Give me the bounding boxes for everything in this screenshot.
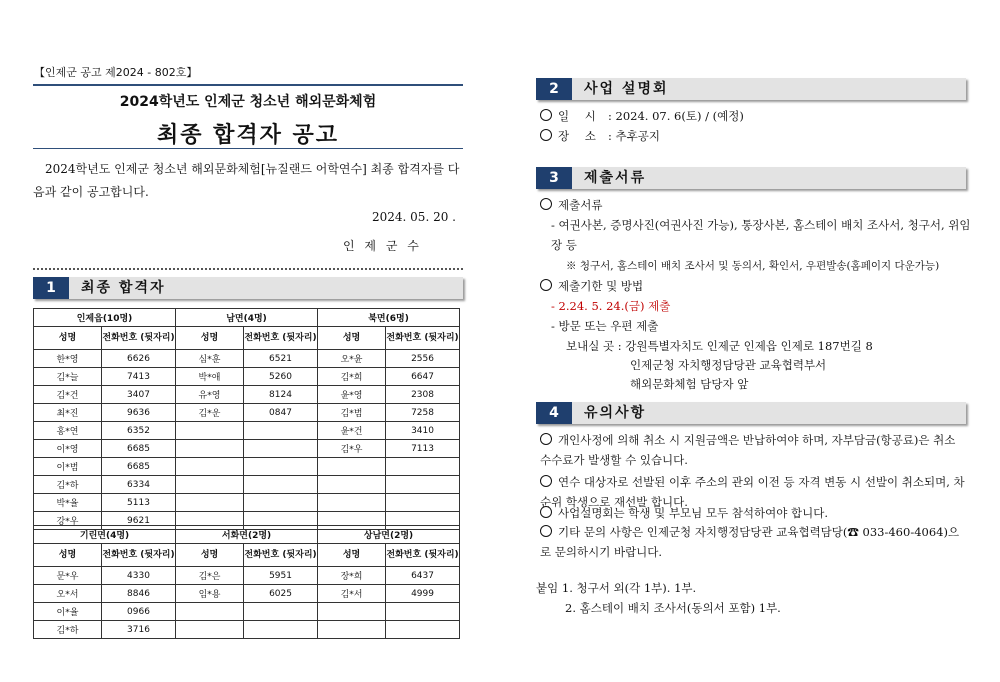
s3-address-3: 해외문화체험 담당자 앞 — [630, 377, 749, 391]
name-cell: 이*율 — [34, 603, 102, 621]
group-header: 기린면(4명) — [34, 526, 176, 544]
s4-item-text: 기타 문의 사항은 인제군청 자치행정담당관 교육협력담당(☎ 033-460-4064)으로 문의하시기 바랍니다. — [540, 525, 960, 559]
s4-item-text: 개인사정에 의해 취소 시 지원금액은 반납하여야 하며, 자부담금(항공료)은 취소 수수료가 발생할 수 있습니다. — [540, 433, 956, 467]
phone-cell: 7413 — [102, 368, 176, 386]
circle-bullet-icon — [540, 525, 552, 537]
name-cell: 김*서 — [318, 585, 386, 603]
name-cell: 김*하 — [34, 621, 102, 639]
circle-bullet-icon — [540, 433, 552, 445]
phone-cell: 6334 — [102, 476, 176, 494]
phone-cell: 6437 — [386, 567, 460, 585]
name-cell: 김*우 — [318, 440, 386, 458]
section-2-title: 사업 설명회 — [584, 81, 669, 97]
table-row — [34, 603, 460, 621]
col-name-header: 성명 — [34, 327, 102, 350]
name-cell — [318, 603, 386, 621]
phone-cell: 4330 — [102, 567, 176, 585]
section-1-header — [33, 277, 463, 299]
phone-cell: 3716 — [102, 621, 176, 639]
results-table-1 — [33, 308, 460, 530]
name-cell — [176, 422, 244, 440]
phone-cell — [386, 603, 460, 621]
name-cell — [318, 621, 386, 639]
name-cell: 김*하 — [34, 476, 102, 494]
name-cell: 최*진 — [34, 404, 102, 422]
name-cell — [176, 621, 244, 639]
s3-address-2: 인제군청 자치행정담당관 교육협력부서 — [630, 358, 827, 372]
table-1-body — [34, 350, 460, 530]
attachment-2: 2. 홈스테이 배치 조사서(동의서 포함) 1부. — [565, 601, 781, 615]
notice-date: 2024. 05. 20 . — [372, 210, 456, 224]
name-cell: 김*희 — [318, 368, 386, 386]
s2-date-value: : 2024. 07. 6(토) / (예정) — [608, 109, 744, 123]
section-3-header — [536, 167, 966, 189]
phone-cell — [386, 621, 460, 639]
table-row — [34, 476, 460, 494]
dotted-separator — [33, 268, 463, 270]
attachment-1: 붙임 1. 청구서 외(각 1부). 1부. — [536, 581, 697, 595]
phone-cell: 2308 — [386, 386, 460, 404]
section-4-number: 4 — [536, 402, 572, 424]
name-cell: 문*우 — [34, 567, 102, 585]
phone-cell — [244, 621, 318, 639]
name-cell — [176, 458, 244, 476]
phone-cell: 9636 — [102, 404, 176, 422]
s3-address-line-1 — [566, 336, 873, 356]
signer: 인 제 군 수 — [343, 239, 422, 253]
group-header: 인제읍(10명) — [34, 309, 176, 327]
title-top-rule — [33, 84, 463, 86]
name-cell: 장*희 — [318, 567, 386, 585]
s2-date-label: 일 시 — [558, 109, 602, 123]
phone-cell: 4999 — [386, 585, 460, 603]
circle-bullet-icon — [540, 129, 552, 141]
phone-cell — [386, 494, 460, 512]
name-cell — [176, 603, 244, 621]
s4-item-text: 사업설명회는 학생 및 부모님 모두 참석하여야 합니다. — [558, 506, 828, 520]
s4-item — [540, 503, 968, 523]
name-cell: 김*범 — [318, 404, 386, 422]
phone-cell: 9621 — [102, 512, 176, 530]
col-name-header: 성명 — [34, 544, 102, 567]
table-row — [34, 585, 460, 603]
section-2-header — [536, 78, 966, 100]
section-3-title: 제출서류 — [584, 170, 647, 186]
table-row — [34, 350, 460, 368]
phone-cell: 5951 — [244, 567, 318, 585]
table-row — [34, 386, 460, 404]
phone-cell: 6352 — [102, 422, 176, 440]
name-cell — [318, 494, 386, 512]
phone-cell: 6647 — [386, 368, 460, 386]
table-row — [34, 422, 460, 440]
phone-cell — [386, 476, 460, 494]
circle-bullet-icon — [540, 109, 552, 121]
s4-item — [540, 430, 968, 470]
s2-place-line — [540, 126, 660, 146]
phone-cell: 5260 — [244, 368, 318, 386]
table-row — [34, 567, 460, 585]
phone-cell: 2556 — [386, 350, 460, 368]
table-row — [34, 368, 460, 386]
section-4-title: 유의사항 — [584, 405, 647, 421]
section-1-title: 최종 합격자 — [81, 280, 166, 296]
phone-cell — [386, 458, 460, 476]
name-cell — [176, 494, 244, 512]
group-header: 북면(6명) — [318, 309, 460, 327]
group-header: 서화면(2명) — [176, 526, 318, 544]
name-cell: 임*용 — [176, 585, 244, 603]
name-cell: 박*애 — [176, 368, 244, 386]
s2-date-line — [540, 106, 744, 126]
name-cell: 김*늘 — [34, 368, 102, 386]
s3-docs-head-text: 제출서류 — [558, 198, 603, 212]
phone-cell: 6685 — [102, 458, 176, 476]
s2-place-value: : 추후공지 — [608, 129, 660, 143]
name-cell: 오*윤 — [318, 350, 386, 368]
phone-cell — [244, 494, 318, 512]
col-phone-header: 전화번호 (뒷자리) — [244, 544, 318, 567]
s3-deadline-head — [540, 276, 643, 296]
name-cell: 이*영 — [34, 440, 102, 458]
phone-cell: 0847 — [244, 404, 318, 422]
s3-deadline-head-text: 제출기한 및 방법 — [558, 279, 644, 293]
name-cell: 박*율 — [34, 494, 102, 512]
phone-cell: 0966 — [102, 603, 176, 621]
phone-cell — [244, 440, 318, 458]
name-cell: 김*은 — [176, 567, 244, 585]
col-phone-header: 전화번호 (뒷자리) — [244, 327, 318, 350]
phone-cell: 3410 — [386, 422, 460, 440]
name-cell: 홍*연 — [34, 422, 102, 440]
phone-cell: 5113 — [102, 494, 176, 512]
col-name-header: 성명 — [318, 327, 386, 350]
phone-cell — [244, 422, 318, 440]
phone-cell: 6626 — [102, 350, 176, 368]
phone-cell: 6025 — [244, 585, 318, 603]
circle-bullet-icon — [540, 506, 552, 518]
phone-cell: 7258 — [386, 404, 460, 422]
table-row — [34, 404, 460, 422]
section-3-number: 3 — [536, 167, 572, 189]
phone-cell: 3407 — [102, 386, 176, 404]
document-title: 최종 합격자 공고 — [156, 123, 340, 148]
s4-item — [540, 522, 968, 562]
phone-cell — [244, 458, 318, 476]
notice-number: 【인제군 공고 제2024 - 802호】 — [34, 66, 198, 79]
s3-address-label: 보내실 곳 : — [566, 339, 622, 353]
s3-method: - 방문 또는 우편 제출 — [551, 319, 659, 333]
name-cell: 유*영 — [176, 386, 244, 404]
name-cell — [176, 476, 244, 494]
name-cell: 강*우 — [34, 512, 102, 530]
table-2-body — [34, 567, 460, 639]
phone-cell: 8846 — [102, 585, 176, 603]
col-phone-header: 전화번호 (뒷자리) — [386, 327, 460, 350]
name-cell — [318, 458, 386, 476]
col-phone-header: 전화번호 (뒷자리) — [102, 544, 176, 567]
s3-docs-head — [540, 195, 602, 215]
col-phone-header: 전화번호 (뒷자리) — [102, 327, 176, 350]
name-cell: 이*범 — [34, 458, 102, 476]
name-cell: 한*영 — [34, 350, 102, 368]
table-row — [34, 440, 460, 458]
group-header: 상남면(2명) — [318, 526, 460, 544]
section-1-number: 1 — [33, 277, 69, 299]
name-cell: 김*운 — [176, 404, 244, 422]
table-row — [34, 458, 460, 476]
circle-bullet-icon — [540, 475, 552, 487]
document-subtitle: 2024학년도 인제군 청소년 해외문화체험 — [119, 94, 377, 110]
section-4-header — [536, 402, 966, 424]
name-cell: 윤*영 — [318, 386, 386, 404]
s3-address-1: 강원특별자치도 인제군 인제읍 인제로 187번길 8 — [625, 339, 873, 353]
phone-cell: 7113 — [386, 440, 460, 458]
s3-docs-list: - 여권사본, 증명사진(여권사진 가능), 통장사본, 홈스테이 배치 조사서, 청구서, 위임장 등 — [551, 218, 971, 252]
col-name-header: 성명 — [176, 544, 244, 567]
phone-cell: 6685 — [102, 440, 176, 458]
name-cell — [318, 476, 386, 494]
circle-bullet-icon — [540, 198, 552, 210]
results-table-2 — [33, 525, 460, 639]
title-bottom-rule — [33, 148, 463, 149]
phone-cell: 6521 — [244, 350, 318, 368]
name-cell: 심*훈 — [176, 350, 244, 368]
s3-deadline: - 2.24. 5. 24.(금) 제출 — [551, 299, 671, 313]
group-header: 남면(4명) — [176, 309, 318, 327]
name-cell: 오*서 — [34, 585, 102, 603]
circle-bullet-icon — [540, 279, 552, 291]
name-cell: 윤*건 — [318, 422, 386, 440]
phone-cell — [244, 603, 318, 621]
col-name-header: 성명 — [176, 327, 244, 350]
name-cell: 김*건 — [34, 386, 102, 404]
table-row — [34, 494, 460, 512]
col-name-header: 성명 — [318, 544, 386, 567]
intro-paragraph: 2024학년도 인제군 청소년 해외문화체험[뉴질랜드 어학연수] 최종 합격자를 다음과 같이 공고합니다. — [33, 162, 460, 199]
section-2-number: 2 — [536, 78, 572, 100]
phone-cell: 8124 — [244, 386, 318, 404]
col-phone-header: 전화번호 (뒷자리) — [386, 544, 460, 567]
s4-item-text: 연수 대상자로 선발된 이후 주소의 관외 이전 등 자격 변동 시 선발이 취소되며, 차순위 학생으로 재선발 합니다. — [540, 475, 965, 509]
s2-place-label: 장 소 — [558, 129, 602, 143]
phone-cell — [244, 476, 318, 494]
table-row — [34, 621, 460, 639]
s3-docs-note: ※ 청구서, 홈스테이 배치 조사서 및 동의서, 확인서, 우편발송(홈페이지 다운가능) — [566, 260, 940, 272]
name-cell — [176, 440, 244, 458]
